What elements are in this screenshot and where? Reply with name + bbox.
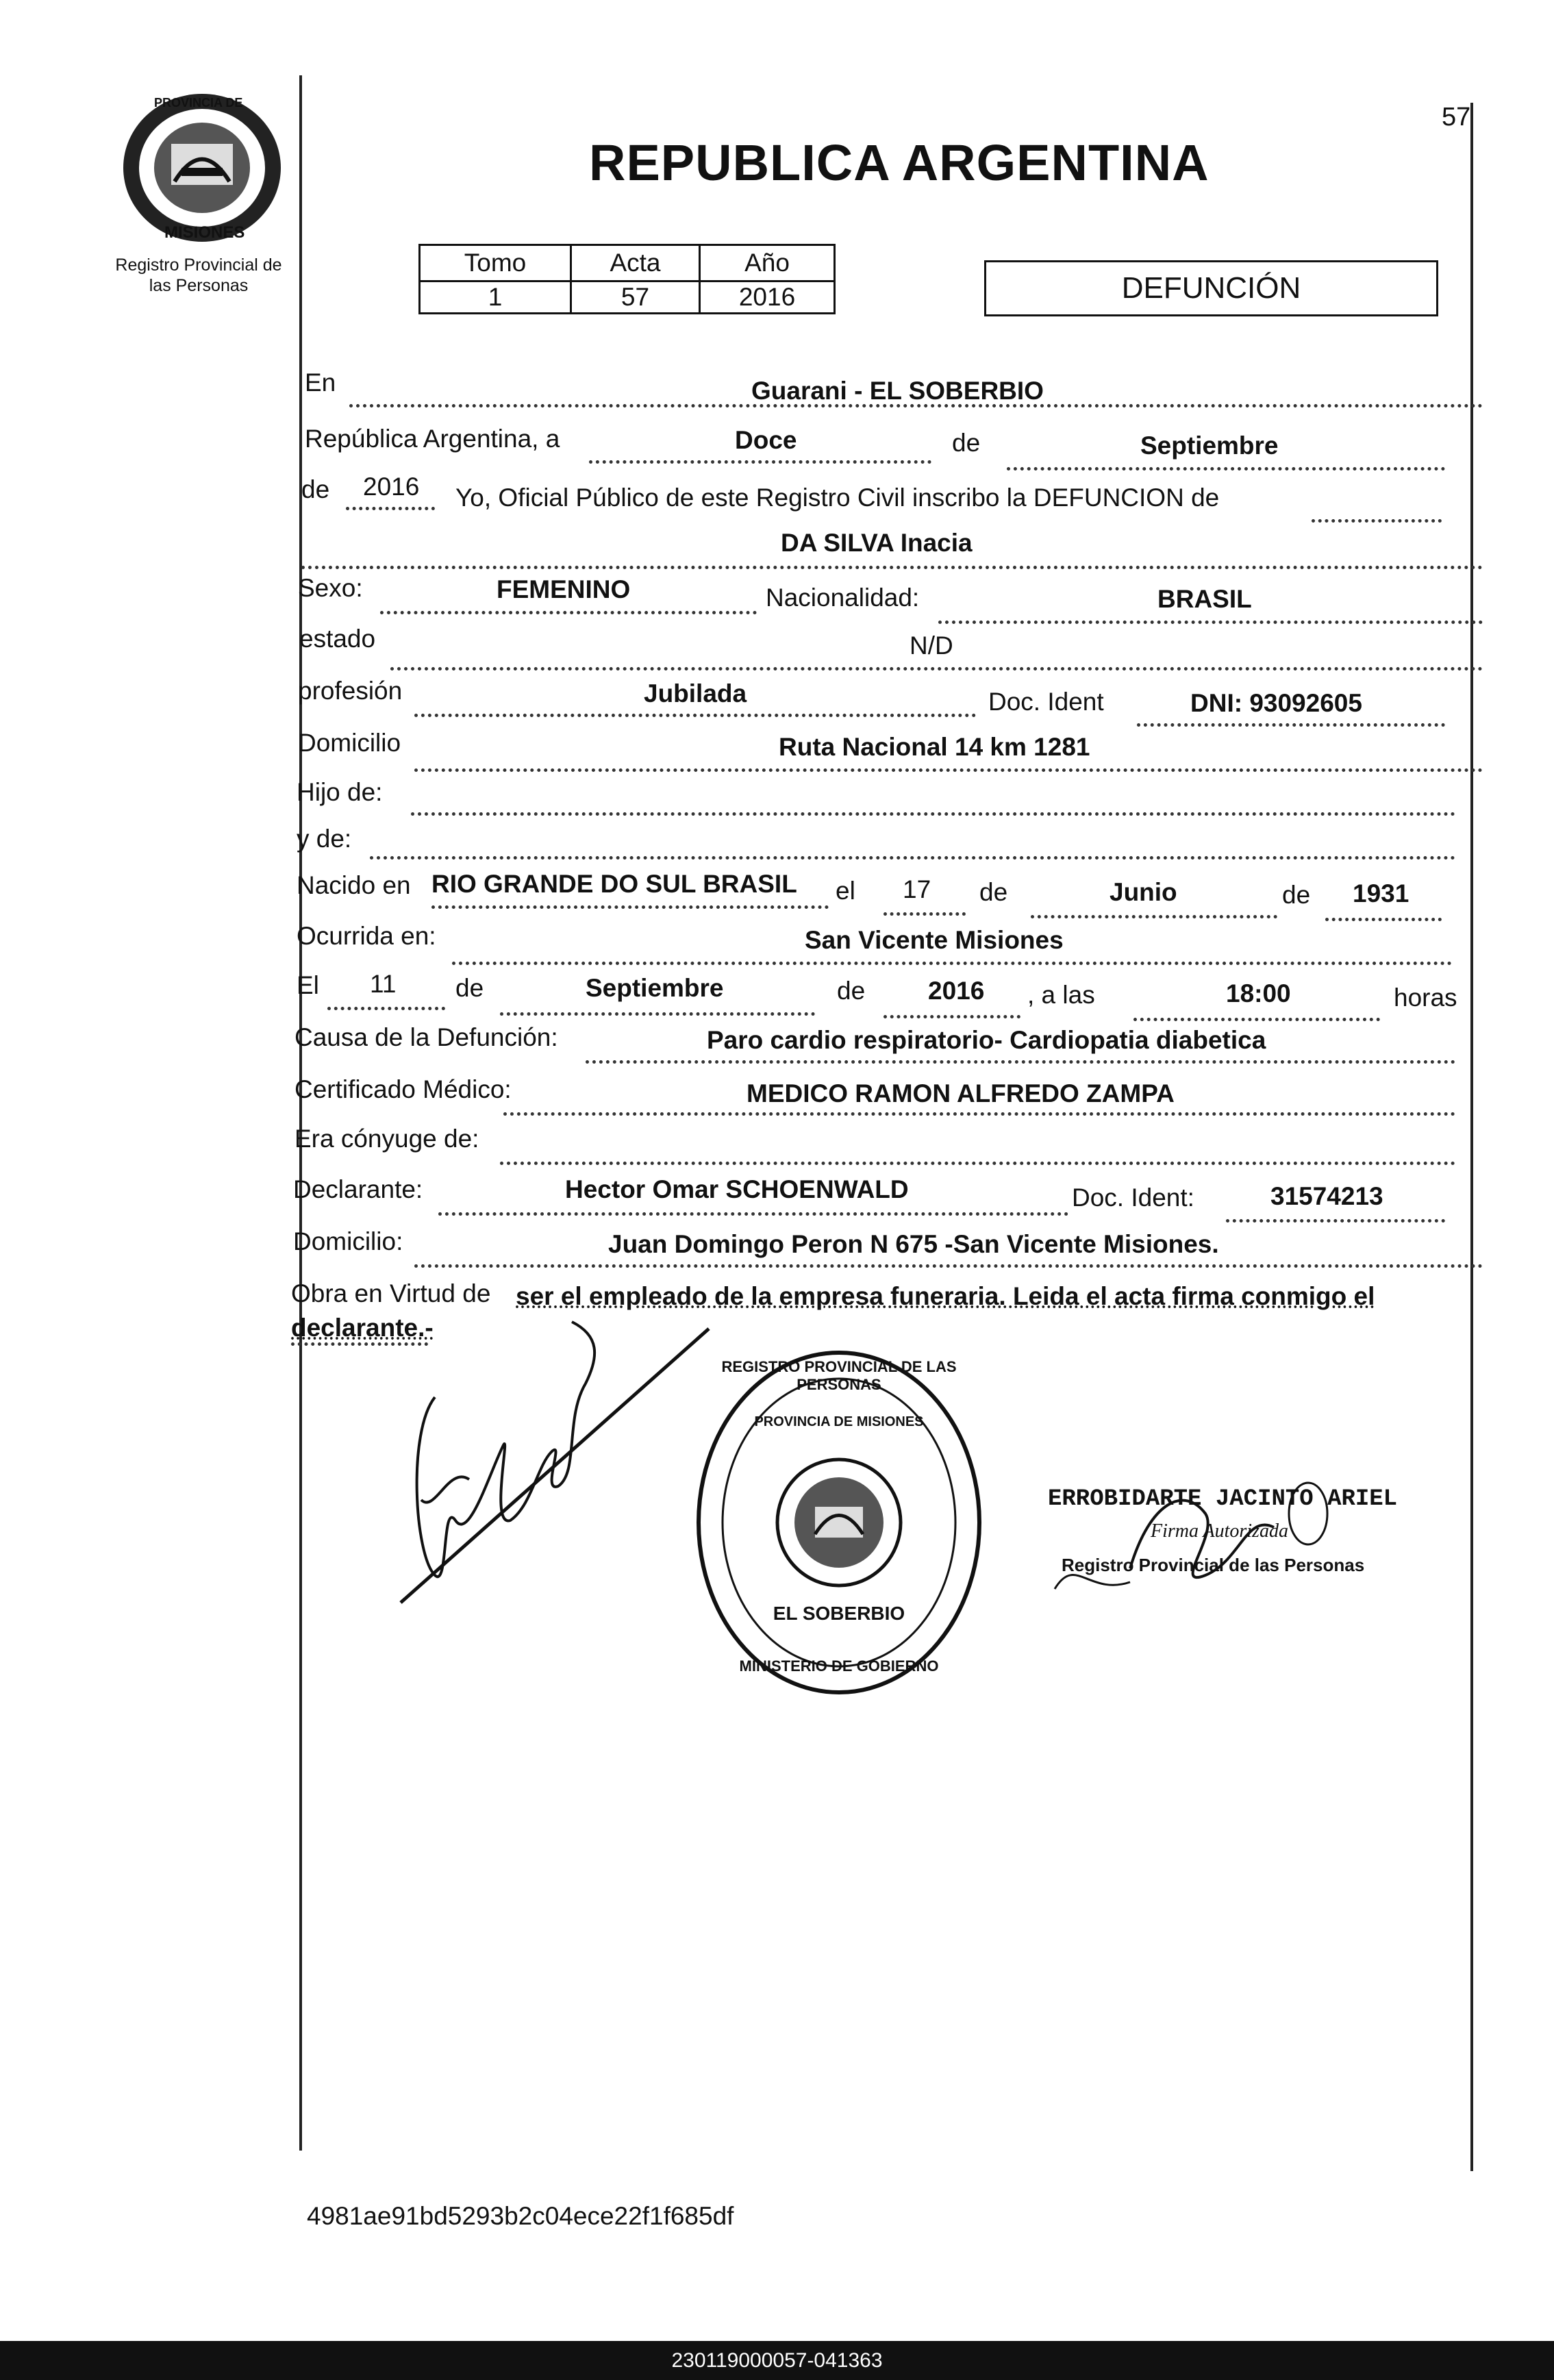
barcode-bar — [0, 2341, 1554, 2380]
label-causa: Causa de la Defunción: — [294, 1023, 558, 1051]
label-de-6: de — [837, 977, 866, 1005]
value-nacionalidad: BRASIL — [1157, 585, 1252, 613]
dots-profesion — [414, 714, 976, 717]
intro-text: Yo, Oficial Público de este Registro Civil inscribo la DEFUNCION de — [455, 484, 1220, 512]
logo-text-bottom: MISIONES — [164, 223, 245, 242]
dots-ocurrida — [452, 962, 1452, 965]
right-margin-line — [1470, 103, 1473, 2171]
label-hijo-de: Hijo de: — [297, 778, 383, 806]
label-domicilio-2: Domicilio: — [293, 1227, 403, 1255]
label-domicilio: Domicilio — [298, 729, 401, 757]
label-de-2: de — [301, 475, 330, 503]
document-type-box — [984, 260, 1438, 316]
label-declarante: Declarante: — [293, 1175, 423, 1203]
value-fallecio-anio: 2016 — [928, 977, 985, 1005]
dots-fallecio-anio — [883, 1015, 1020, 1018]
dots-fallecio-dia — [327, 1007, 445, 1010]
dots-nacido-dia — [883, 912, 966, 916]
dots-nacido-lugar — [431, 905, 829, 909]
label-y-de: y de: — [297, 825, 352, 853]
record-table — [418, 244, 836, 314]
table-header-tomo: Tomo — [420, 245, 571, 281]
value-sexo: FEMENINO — [497, 575, 631, 603]
label-sexo: Sexo: — [298, 574, 363, 602]
dots-nacido-anio — [1325, 918, 1442, 921]
label-de-1: de — [952, 429, 981, 457]
value-nombre: DA SILVA Inacia — [781, 529, 973, 557]
dots-nacionalidad — [938, 621, 1483, 624]
dots-mes — [1007, 467, 1445, 471]
document-type: DEFUNCIÓN — [1121, 271, 1301, 305]
dots-estado — [390, 667, 1483, 671]
label-doc-ident: Doc. Ident — [988, 688, 1104, 716]
value-obra-line2: declarante.- — [291, 1314, 434, 1342]
official-seal — [692, 1346, 986, 1699]
label-certificado: Certificado Médico: — [294, 1075, 512, 1103]
dots-anio — [346, 507, 435, 510]
value-hora: 18:00 — [1226, 979, 1291, 1007]
dots-declarante-doc — [1226, 1219, 1445, 1223]
officer-role: Firma Autorizada — [1151, 1520, 1288, 1542]
page-title: REPUBLICA ARGENTINA — [589, 134, 1210, 191]
label-horas: horas — [1394, 984, 1457, 1012]
label-el-cap: El — [297, 971, 319, 999]
seal-outer-text: REGISTRO PROVINCIAL DE LAS PERSONAS — [721, 1358, 957, 1393]
dots-causa — [586, 1060, 1455, 1064]
dots-sexo — [380, 611, 757, 614]
dots-certificado — [503, 1112, 1455, 1116]
table-header-anio: Año — [700, 245, 835, 281]
left-margin-line — [299, 75, 302, 2151]
table-header-acta: Acta — [571, 245, 700, 281]
province-logo — [116, 89, 288, 247]
value-nacido-mes: Junio — [1110, 878, 1177, 906]
value-fallecio-dia: 11 — [370, 970, 397, 998]
label-en: En — [305, 368, 336, 397]
table-value-anio: 2016 — [700, 281, 835, 314]
table-value-tomo: 1 — [420, 281, 571, 314]
value-nacido-dia: 17 — [903, 875, 931, 903]
value-declarante-domicilio: Juan Domingo Peron N 675 -San Vicente Misiones. — [608, 1230, 1219, 1258]
logo-text-top: PROVINCIA DE — [154, 96, 243, 110]
dots-nacido-mes — [1031, 915, 1277, 918]
value-profesion: Jubilada — [644, 679, 747, 707]
value-declarante-doc: 31574213 — [1270, 1182, 1383, 1210]
value-nacido-lugar: RIO GRANDE DO SUL BRASIL — [431, 870, 797, 898]
dots-domicilio — [414, 768, 1483, 772]
declarant-signature — [394, 1294, 736, 1616]
label-profesion: profesión — [298, 677, 403, 705]
label-a-las: , a las — [1027, 981, 1095, 1009]
dots-dni — [1137, 723, 1445, 727]
value-domicilio: Ruta Nacional 14 km 1281 — [779, 733, 1090, 761]
dots-hijo-de — [411, 812, 1455, 816]
value-mes: Septiembre — [1140, 431, 1279, 460]
barcode-number: 230119000057-041363 — [671, 2349, 883, 2372]
label-nacionalidad: Nacionalidad: — [766, 584, 920, 612]
seal-inner-text: PROVINCIA DE MISIONES — [754, 1414, 924, 1429]
label-estado: estado — [299, 625, 376, 653]
label-de-5: de — [455, 974, 484, 1002]
value-ocurrida: San Vicente Misiones — [805, 926, 1064, 954]
dots-dia — [589, 460, 931, 464]
label-de-4: de — [1282, 881, 1311, 909]
dots-intro — [1312, 519, 1442, 523]
label-ocurrida-en: Ocurrida en: — [297, 922, 436, 950]
dots-y-de — [370, 856, 1455, 860]
officer-name: ERROBIDARTE JACINTO ARIEL — [1048, 1486, 1398, 1512]
page-number: 57 — [1442, 103, 1471, 131]
label-nacido-en: Nacido en — [297, 871, 411, 899]
officer-office: Registro Provincial de las Personas — [1062, 1555, 1365, 1575]
registry-line2: las Personas — [149, 276, 249, 295]
seal-bottom-text: MINISTERIO DE GOBIERNO — [739, 1657, 939, 1675]
value-dia: Doce — [735, 426, 797, 454]
value-declarante: Hector Omar SCHOENWALD — [565, 1175, 909, 1203]
label-de-3: de — [979, 878, 1008, 906]
table-value-acta: 57 — [571, 281, 700, 314]
value-estado: N/D — [910, 631, 953, 660]
label-conyuge: Era cónyuge de: — [294, 1125, 479, 1153]
dots-nombre — [301, 566, 1483, 569]
officer-stamp — [1048, 1473, 1445, 1603]
value-dni: DNI: 93092605 — [1190, 689, 1362, 717]
label-obra: Obra en Virtud de — [291, 1279, 491, 1307]
registry-caption — [75, 255, 322, 296]
value-fallecio-mes: Septiembre — [586, 974, 724, 1002]
dots-conyuge — [500, 1162, 1455, 1165]
seal-town: EL SOBERBIO — [773, 1603, 905, 1624]
value-anio: 2016 — [363, 473, 420, 501]
dots-hora — [1133, 1018, 1380, 1021]
dots-fallecio-mes — [500, 1012, 815, 1016]
value-nacido-anio: 1931 — [1353, 879, 1409, 907]
label-republica: República Argentina, a — [305, 425, 560, 453]
value-lugar: Guarani - EL SOBERBIO — [751, 377, 1044, 405]
document-hash: 4981ae91bd5293b2c04ece22f1f685df — [307, 2202, 734, 2230]
dots-declarante — [438, 1212, 1068, 1216]
label-el: el — [836, 877, 855, 905]
label-doc-ident-2: Doc. Ident: — [1072, 1183, 1194, 1212]
value-obra-line1: ser el empleado de la empresa funeraria. Leida el acta firma conmigo el — [516, 1282, 1375, 1310]
dots-domicilio-2 — [414, 1264, 1483, 1268]
value-causa: Paro cardio respiratorio- Cardiopatia diabetica — [707, 1026, 1266, 1054]
value-medico: MEDICO RAMON ALFREDO ZAMPA — [747, 1079, 1175, 1107]
registry-line1: Registro Provincial de — [115, 255, 282, 275]
